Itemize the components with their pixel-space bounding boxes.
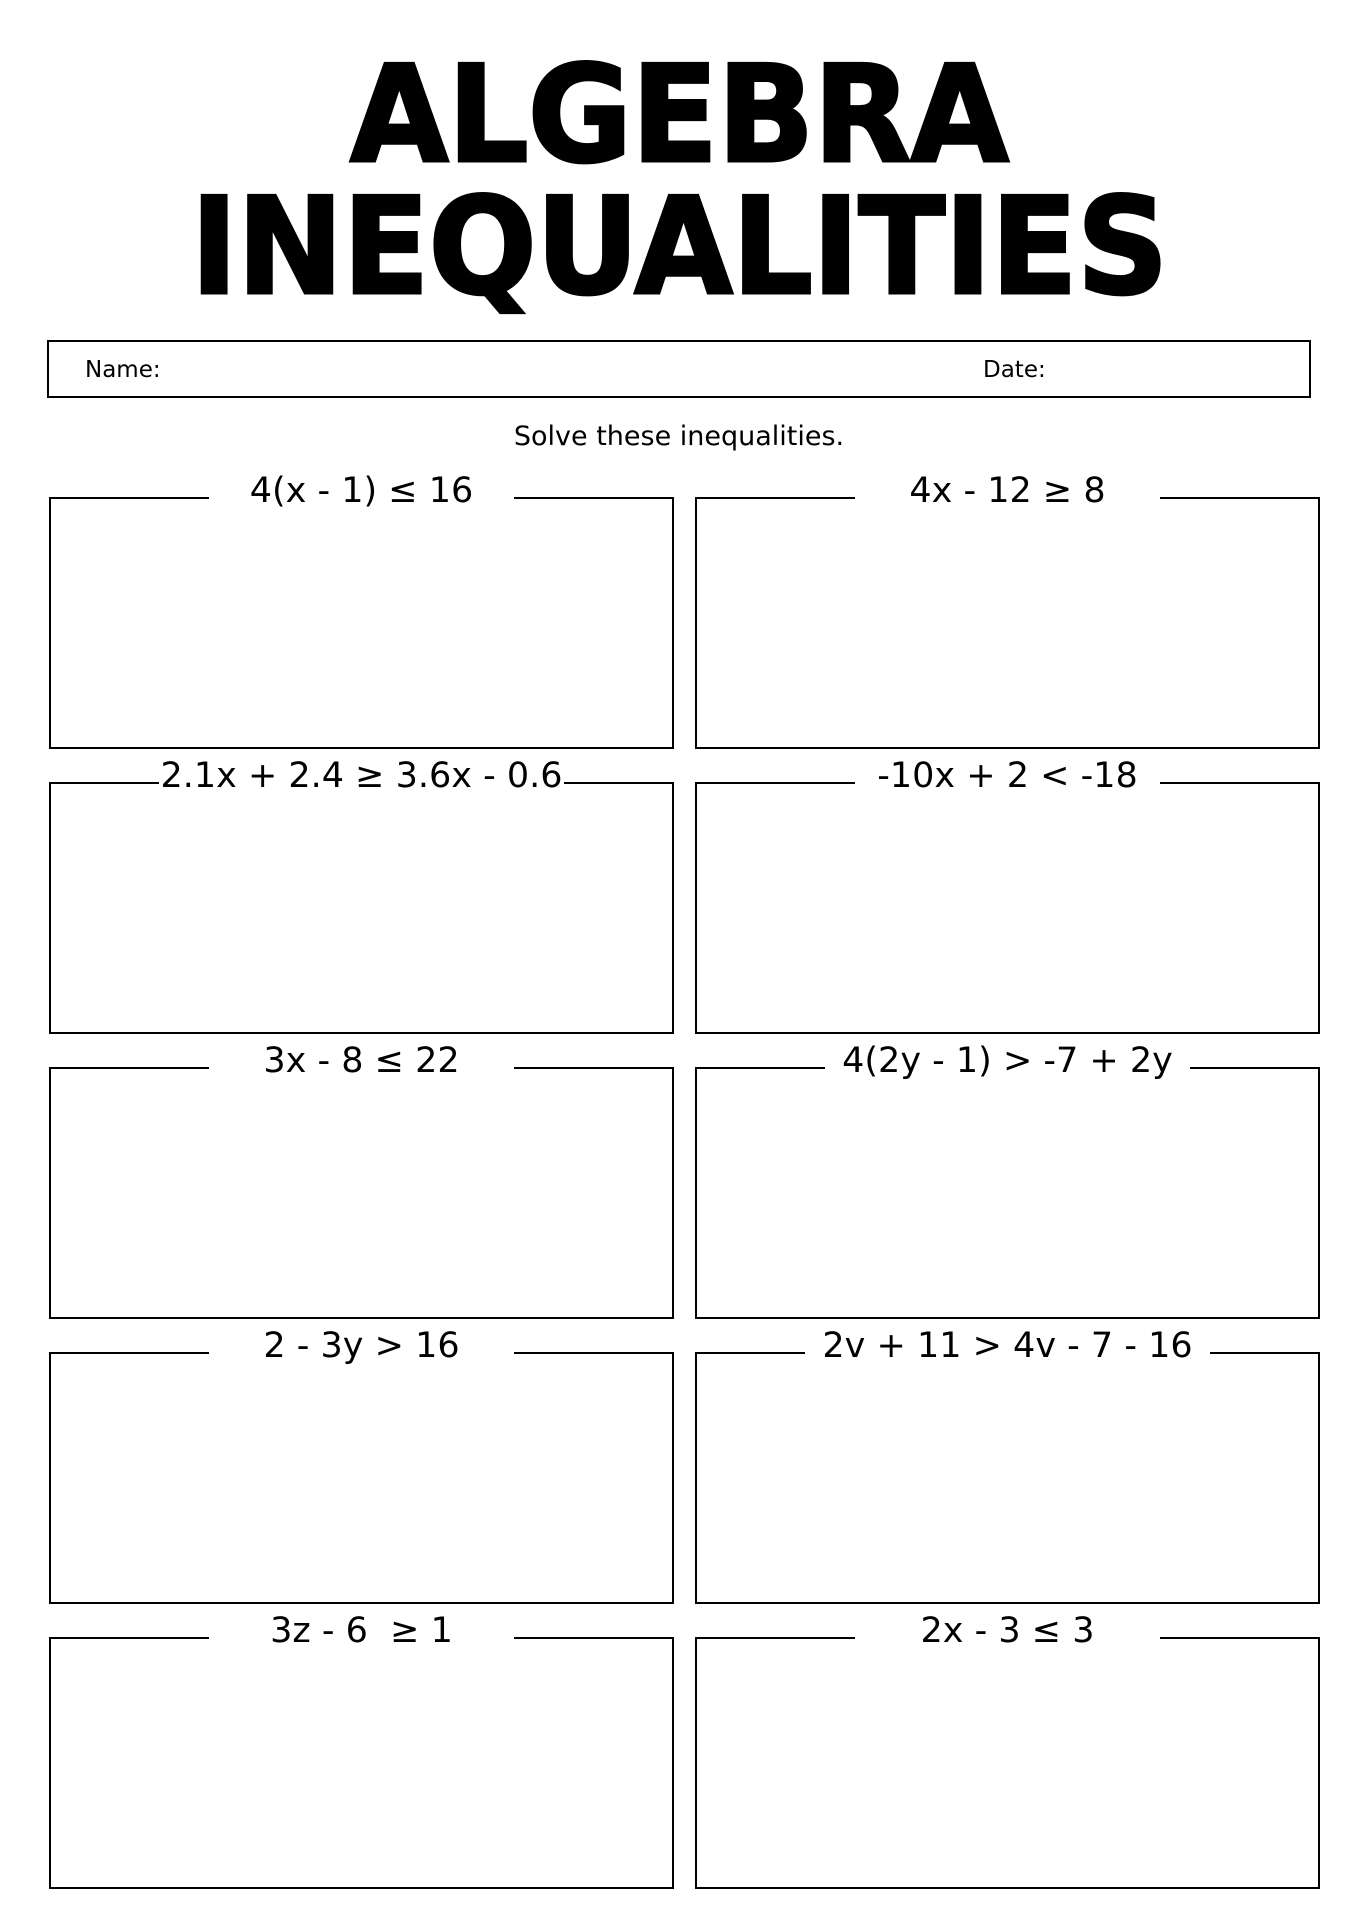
problem-box-6	[695, 1041, 1320, 1319]
title-line-1: ALGEBRA	[349, 37, 1008, 193]
problem-box-9	[49, 1611, 674, 1889]
name-date-box	[47, 340, 1311, 398]
problem-3: 2.1x + 2.4 ≥ 3.6x - 0.6	[160, 756, 563, 796]
problem-6: 4(2y - 1) > -7 + 2y	[842, 1041, 1173, 1081]
problem-box-5	[49, 1041, 674, 1319]
date-label: Date:	[983, 357, 1046, 383]
name-label: Name:	[85, 357, 161, 383]
problem-box-2	[695, 471, 1320, 749]
problem-4: -10x + 2 < -18	[877, 756, 1138, 796]
problem-2: 4x - 12 ≥ 8	[909, 471, 1106, 511]
problem-box-8	[695, 1326, 1320, 1604]
problem-5: 3x - 8 ≤ 22	[263, 1041, 460, 1081]
problem-10: 2x - 3 ≤ 3	[920, 1611, 1095, 1651]
problem-box-10	[695, 1611, 1320, 1889]
title-line-2: INEQUALITIES	[190, 169, 1168, 325]
problem-box-1	[49, 471, 674, 749]
problem-box-4	[695, 756, 1320, 1034]
problem-9: 3z - 6 ≥ 1	[270, 1611, 453, 1651]
problem-8: 2v + 11 > 4v - 7 - 16	[822, 1326, 1193, 1366]
problem-box-7	[49, 1326, 674, 1604]
problem-box-3	[49, 756, 674, 1034]
instructions: Solve these inequalities.	[513, 421, 845, 452]
problem-1: 4(x - 1) ≤ 16	[249, 471, 474, 511]
problem-7: 2 - 3y > 16	[263, 1326, 460, 1366]
